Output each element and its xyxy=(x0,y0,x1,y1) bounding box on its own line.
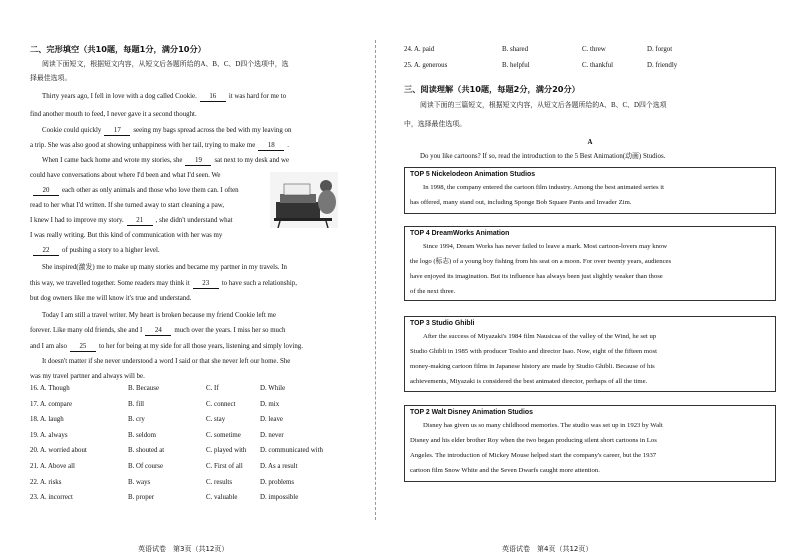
passage-line xyxy=(30,247,160,256)
passage-text: Cookie could quickly xyxy=(42,127,102,134)
blank-number: 20 xyxy=(33,187,59,196)
passage-text: of pushing a story to a higher level. xyxy=(62,247,160,254)
studio-box xyxy=(404,226,776,301)
passage-text: find another mouth to feed, I never gave it a second thought. xyxy=(30,111,197,118)
passage-text: and I am also xyxy=(30,343,67,350)
passage-text: sat next to my desk and we xyxy=(214,157,290,164)
answer-option[interactable]: B. fill xyxy=(128,400,145,408)
answer-option[interactable]: B. Because xyxy=(128,385,159,392)
answer-option[interactable]: 23. A. incorrect xyxy=(30,494,73,502)
passage-text: a trip. She was also good at showing unhappiness with her tail, trying to make me xyxy=(30,142,256,149)
passage-text: I was really writing. But this kind of communication with her was my xyxy=(30,232,223,239)
instruction-line: 择最佳选项。 xyxy=(30,75,72,82)
passage-text: Thirty years ago, I fell in love with a dog called Cookie. xyxy=(42,93,197,100)
passage-line xyxy=(30,327,286,336)
answer-option[interactable]: 18. A. laugh xyxy=(30,416,64,424)
answer-option[interactable]: B. seldom xyxy=(128,431,156,439)
studio-text-line: the logo (标志) of a young boy fishing from his seat on a moon. For over twenty years, audiences xyxy=(410,258,672,265)
passage-text: I knew I had to improve my story. xyxy=(30,217,124,224)
answer-option[interactable]: B. shared xyxy=(502,46,529,53)
studio-text-line: money-making cartoon films in Japanese history are made by Studio Ghibli. Because of his xyxy=(410,363,655,370)
answer-option[interactable]: 19. A. always xyxy=(30,431,68,439)
passage-intro: Do you like cartoons? If so, read the introduction to the 5 Best Animation(动画) Studios. xyxy=(420,153,666,160)
answer-option[interactable]: 24. A. paid xyxy=(404,46,435,53)
dog-typewriter-illustration xyxy=(270,172,338,228)
answer-option[interactable]: B. shouted at xyxy=(128,447,165,455)
answer-option[interactable]: C. threw xyxy=(582,46,606,53)
passage-text: this way, we travelled together. Some readers may think it xyxy=(30,280,190,287)
passage-line xyxy=(30,111,197,119)
passage-line xyxy=(42,157,289,166)
passage-line xyxy=(30,217,233,226)
studio-box xyxy=(404,167,776,214)
passage-text: read to her what I'd written. If she turned away to start cleaning a paw, xyxy=(30,202,225,209)
blank-number: 23 xyxy=(193,280,219,289)
studio-text-line: achievements, Miyazaki is considered the best animated director, perhaps of all the time. xyxy=(410,378,648,385)
passage-text: . xyxy=(287,142,289,149)
answer-option[interactable]: C. results xyxy=(206,478,233,486)
answer-option[interactable]: 22. A. risks xyxy=(30,478,62,486)
studio-text-line: has offered, many stand out, including Sponge Bob Square Pants and Invader Zim. xyxy=(410,199,632,206)
blank-number: 22 xyxy=(33,247,59,256)
blank-number: 21 xyxy=(127,217,153,226)
passage-line xyxy=(30,232,222,240)
answer-option[interactable]: D. never xyxy=(260,431,284,439)
studio-title: TOP 2 Walt Disney Animation Studios xyxy=(410,409,533,416)
passage-line xyxy=(42,127,291,136)
answer-option[interactable]: B. proper xyxy=(128,494,155,502)
answer-option[interactable]: C. First of all xyxy=(206,463,243,470)
answer-option[interactable]: C. sometime xyxy=(206,431,241,439)
passage-text: was my travel partner and always will be. xyxy=(30,373,145,380)
blank-number: 18 xyxy=(258,142,284,151)
section-title-reading: 三、阅读理解（共10题，每题2分，满分20分） xyxy=(404,84,580,94)
instruction-line: 阅读下面短文，根据短文内容，从短文后各题所给的A、B、C、D四个选项中，选 xyxy=(42,61,289,68)
answer-option[interactable]: C. stay xyxy=(206,416,226,424)
passage-text: to her for being at my side for all those years, listening and simply loving. xyxy=(98,343,303,350)
passage-text: seeing my bags spread across the bed with my leaving on xyxy=(133,127,292,134)
answer-option[interactable]: C. played with xyxy=(206,447,247,455)
answer-option[interactable]: D. impossible xyxy=(260,494,299,502)
passage-line xyxy=(30,280,297,289)
passage-line xyxy=(42,93,286,102)
studio-title: TOP 3 Studio Ghibli xyxy=(410,320,475,327)
studio-text-line: Disney and his elder brother Roy when the two began producing silent short cartoons in Los xyxy=(410,437,657,444)
answer-option[interactable]: D. mix xyxy=(260,400,280,408)
studio-box xyxy=(404,405,776,482)
passage-line xyxy=(30,373,145,381)
answer-option[interactable]: C. thankful xyxy=(582,62,614,69)
studio-box xyxy=(404,316,776,392)
answer-option[interactable]: C. valuable xyxy=(206,494,238,502)
answer-option[interactable]: D. friendly xyxy=(647,62,678,69)
studio-text-line: Studio Ghibli in 1985 with producer Toshio and director Isao. Now, eight of the fifteen most xyxy=(410,348,657,355)
passage-text: She inspired(激发) me to make up many stories and became my partner in my travels. In xyxy=(42,264,287,271)
section-title-cloze: 二、完形填空（共10题，每题1分，满分10分） xyxy=(30,44,206,54)
answer-option[interactable]: D. forgot xyxy=(647,46,673,53)
blank-number: 16 xyxy=(200,93,226,102)
page-divider xyxy=(375,40,376,520)
answer-option[interactable]: C. connect xyxy=(206,400,236,408)
instruction-line: 阅读下面的三篇短文，根据短文内容，从短文后各题所给的A、B、C、D四个选项 xyxy=(420,102,667,109)
passage-line xyxy=(42,264,287,272)
studio-title: TOP 4 DreamWorks Animation xyxy=(410,230,510,237)
passage-text: , she didn't understand what xyxy=(155,217,233,224)
passage-text: Today I am still a travel writer. My heart is broken because my friend Cookie left me xyxy=(42,312,276,319)
answer-option[interactable]: D. communicated with xyxy=(260,447,323,455)
studio-text-line: Angeles. The introduction of Mickey Mouse helped start the company's career, but the 1937 xyxy=(410,452,657,459)
studio-text-line: have enjoyed its imagination. But its influence has always been just slightly weaker than those xyxy=(410,273,663,280)
page-footer: 英语试卷 第3页（共12页） xyxy=(138,545,229,553)
blank-number: 19 xyxy=(185,157,211,166)
passage-text: could have conversations about where I'd been and what I'd seen. We xyxy=(30,172,221,179)
passage-text: It doesn't matter if she never understood a word I said or that she never left our home. She xyxy=(42,358,291,365)
answer-option[interactable]: B. Of course xyxy=(128,463,164,470)
answer-option[interactable]: 21. A. Above all xyxy=(30,463,75,470)
passage-line xyxy=(30,187,239,196)
passage-text: forever. Like many old friends, she and I xyxy=(30,327,143,334)
studio-text-line: of the next three. xyxy=(410,288,456,295)
passage-text: each other as only animals and those who love them can. I often xyxy=(62,187,239,194)
passage-line xyxy=(30,142,289,151)
answer-option[interactable]: 25. A. generous xyxy=(404,62,448,69)
answer-option[interactable]: B. cry xyxy=(128,416,145,424)
studio-text-line: Disney has given us so many childhood memories. The studio was set up in 1923 by Walt xyxy=(423,422,663,429)
instruction-line: 中，选择最佳选项。 xyxy=(404,121,467,128)
passage-text: much over the years. I miss her so much xyxy=(174,327,286,334)
answer-option[interactable]: D. problems xyxy=(260,478,295,486)
answer-option[interactable]: 17. A. compare xyxy=(30,400,73,408)
passage-line xyxy=(30,295,191,303)
studio-text-line: After the success of Miyazaki's 1984 film Nausicaa of the valley of the Wind, he set up xyxy=(423,333,657,340)
answer-option[interactable]: B. ways xyxy=(128,478,151,486)
studio-text-line: In 1998, the company entered the cartoon film industry. Among the best animated series it xyxy=(423,184,664,191)
page-footer: 英语试卷 第4页（共12页） xyxy=(502,545,593,553)
passage-line xyxy=(30,172,220,180)
passage-text: but dog owners like me will know it's true and understand. xyxy=(30,295,192,302)
answer-option[interactable]: 20. A. worried about xyxy=(30,447,87,455)
answer-option[interactable]: B. helpful xyxy=(502,62,530,69)
answer-option[interactable]: C. If xyxy=(206,385,219,392)
passage-line xyxy=(42,312,276,320)
blank-number: 24 xyxy=(145,327,171,336)
answer-option[interactable]: 16. A. Though xyxy=(30,385,70,392)
studio-text-line: cartoon film Snow White and the Seven Dwarfs caught more attention. xyxy=(410,467,600,474)
blank-number: 17 xyxy=(104,127,130,136)
passage-line xyxy=(42,358,290,366)
studio-title: TOP 5 Nickelodeon Animation Studios xyxy=(410,171,536,178)
passage-text: When I came back home and wrote my stories, she xyxy=(42,157,183,164)
studio-text-line: Since 1994, Dream Works has never failed to leave a mark. Most cartoon-lovers may know xyxy=(423,243,668,250)
passage-line xyxy=(30,343,303,352)
passage-text: it was hard for me to xyxy=(228,93,287,100)
blank-number: 25 xyxy=(70,343,96,352)
answer-option[interactable]: D. As a result xyxy=(260,463,298,470)
answer-option[interactable]: D. While xyxy=(260,385,286,392)
passage-text: to have such a relationship, xyxy=(221,280,297,287)
answer-option[interactable]: D. leave xyxy=(260,416,283,424)
passage-letter: A xyxy=(587,139,593,146)
passage-line xyxy=(30,202,224,210)
